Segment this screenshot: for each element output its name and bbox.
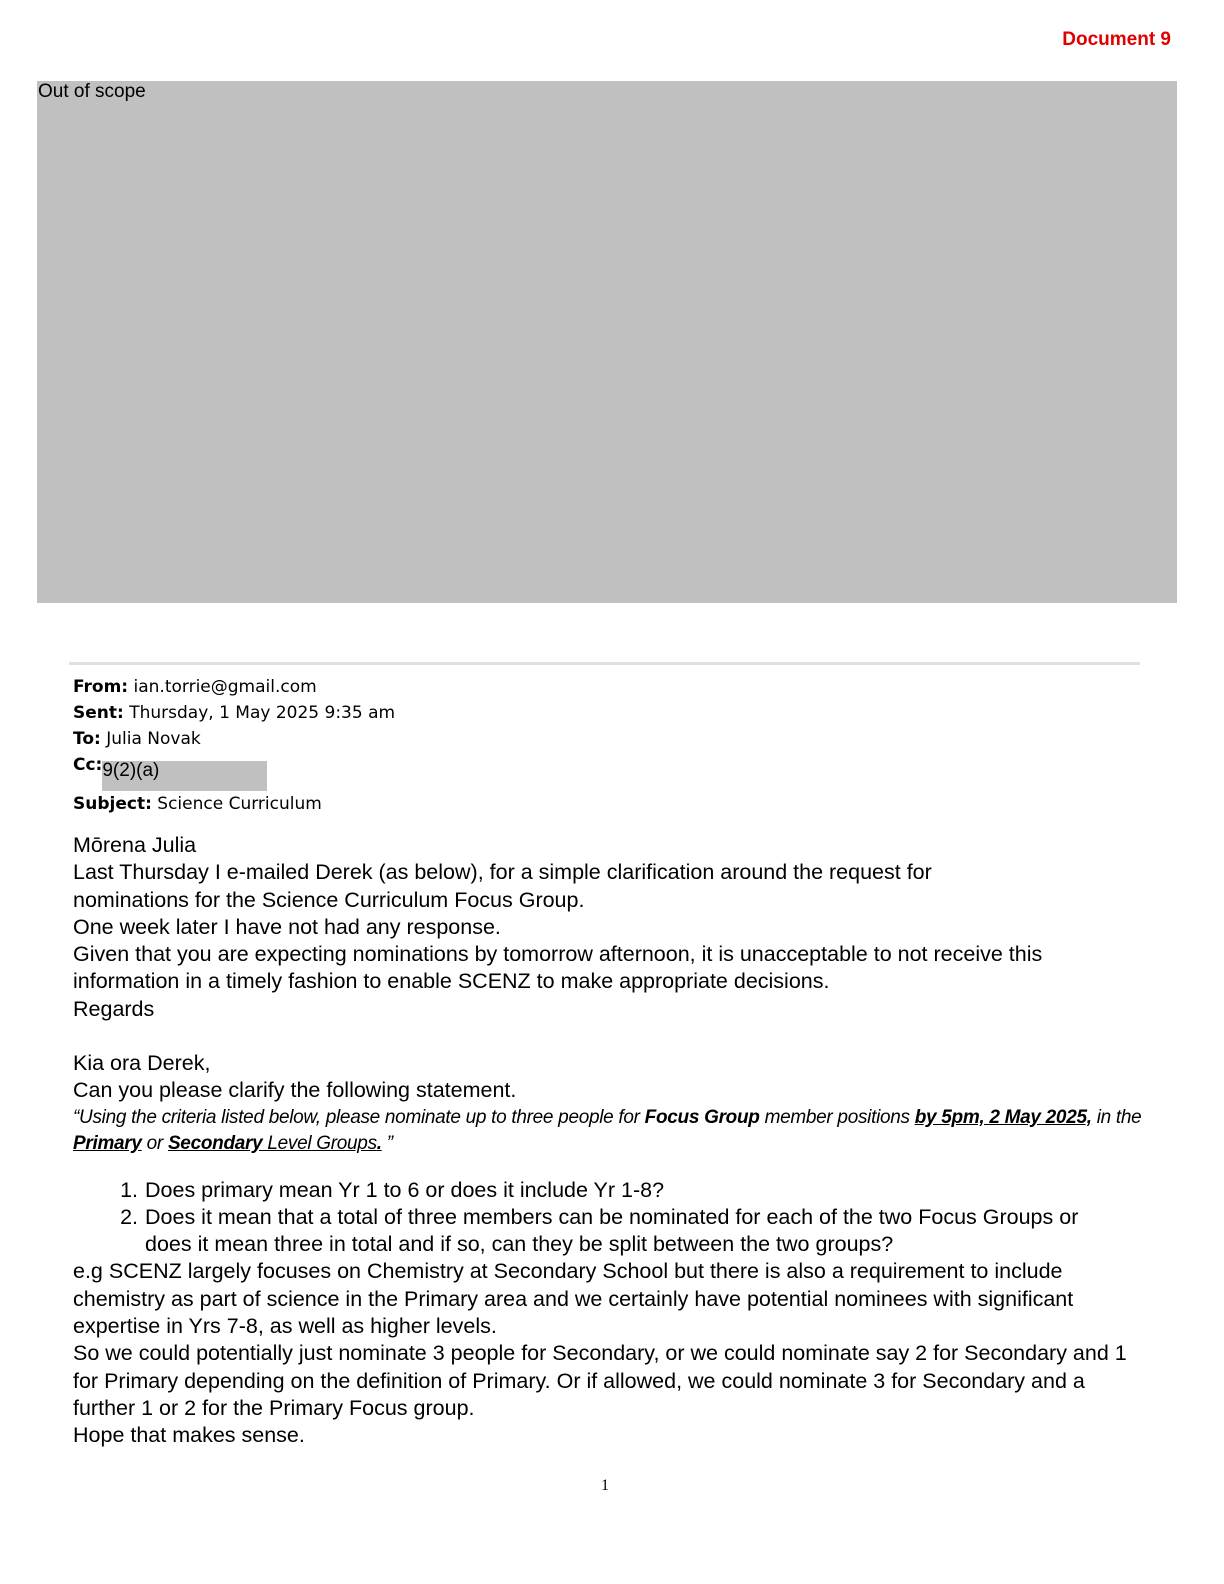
redacted-block (37, 81, 1177, 603)
paragraph: Hope that makes sense. (73, 1423, 305, 1448)
page-number: 1 (601, 1477, 609, 1494)
paragraph: Given that you are expecting nominations by tomorrow afternoon, it is unacceptable to not receive this information in a timely fashion to enable SCENZ to make appropriate decisions. (73, 942, 1043, 994)
from-value: ian.torrie@gmail.com (133, 677, 317, 697)
paragraph: One week later I have not had any response. (73, 914, 501, 939)
to-line: To: Julia Novak (73, 729, 201, 749)
email-body-part1 (73, 832, 1113, 1023)
greeting: Mōrena Julia (73, 833, 197, 857)
paragraph: Can you please clarify the following statement. (73, 1078, 517, 1103)
sent-line: Sent: Thursday, 1 May 2025 9:35 am (73, 703, 396, 723)
subject-line: Subject: Science Curriculum (73, 794, 322, 814)
to-value: Julia Novak (106, 729, 201, 749)
redaction-label: Out of scope (38, 81, 146, 102)
paragraph: Last Thursday I e-mailed Derek (as below), for a simple clarification around the request for nominations for the Science Curriculum Focus Group. (73, 860, 932, 912)
paragraph: e.g SCENZ largely focuses on Chemistry at Secondary School but there is also a requirement to include chemistry as part of science in the Primary area and we certainly have potential nominees with significant expertise in Yrs 7-8, as well as higher levels. (73, 1259, 1074, 1339)
document-label: Document 9 (1062, 29, 1171, 50)
list-item: 2. Does it mean that a total of three members can be nominated for each of the two Focus Groups or does it mean three in total and if so, can they be split between the two groups? (144, 1204, 1095, 1259)
question-list (73, 1177, 1143, 1259)
signoff: Regards (73, 996, 155, 1021)
list-item: 1. Does primary mean Yr 1 to 6 or does it include Yr 1-8? (144, 1177, 1143, 1204)
sent-value: Thursday, 1 May 2025 9:35 am (129, 703, 396, 723)
quoted-statement: “Using the criteria listed below, please nominate up to three people for Focus Group member positions by 5pm, 2 May 2025, in the Primary or Secondary Level Groups. ” (73, 1106, 1142, 1154)
cc-line: Cc:9(2)(a) (73, 752, 395, 791)
email-header (73, 674, 395, 817)
email-body-part2 (73, 1050, 1143, 1450)
cc-redaction: 9(2)(a) (102, 761, 267, 791)
paragraph: So we could potentially just nominate 3 people for Secondary, or we could nominate say 2 for Secondary and 1 for Primary depending on the definition of Primary. Or if allowed, we could nominate 3 for Secondary and a further 1 or 2 for the Primary Focus group. (73, 1341, 1127, 1420)
greeting: Kia ora Derek, (73, 1051, 211, 1075)
from-line: From: ian.torrie@gmail.com (73, 677, 317, 697)
subject-value: Science Curriculum (157, 794, 322, 814)
email-divider (69, 662, 1140, 665)
